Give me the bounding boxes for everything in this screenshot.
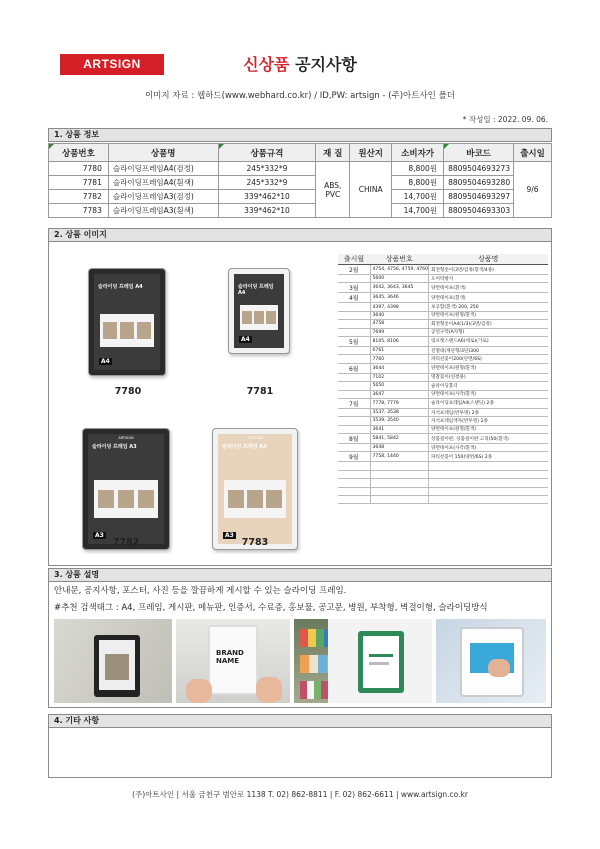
hand-left (186, 679, 212, 703)
cell-code: 3640 (370, 311, 429, 319)
table-row (338, 452, 548, 462)
cell-name: 보공함(흰색) 200, 250 (429, 303, 548, 311)
cell-product-name: 슬라이딩프레임A3(흰색) (108, 204, 218, 218)
poster-photo (99, 640, 135, 690)
cell-code: 7758, 1440 (370, 452, 429, 462)
cell-month: 4월 (338, 293, 370, 303)
cell-month (338, 496, 370, 504)
section-other-header: 4. 기타 사항 (48, 714, 552, 728)
cell-product-no: 7781 (49, 176, 109, 190)
cell-price: 14,700원 (392, 190, 444, 204)
sample-photo (242, 311, 252, 324)
corner-mark-icon (219, 144, 224, 149)
cell-barcode: 8809504693303 (444, 204, 514, 218)
table-row (338, 363, 548, 373)
product-number-label: 7781 (246, 386, 274, 397)
corner-mark-icon (49, 144, 54, 149)
table-row (338, 275, 548, 283)
poster-brand: ARTSIGN (118, 436, 134, 440)
table-row (338, 311, 548, 319)
cell-name (429, 479, 548, 487)
cell-month (338, 479, 370, 487)
table-row (338, 283, 548, 293)
other-notes-box (48, 728, 552, 778)
cell-code (370, 462, 429, 470)
table-row (49, 190, 552, 204)
title-rest: 공지사항 (295, 55, 357, 74)
sample-photo (103, 322, 117, 338)
poster-title: 슬라이딩 프레임 A3 (222, 444, 267, 450)
cell-code: 3537, 3538 (370, 408, 429, 416)
col-header: 상품명 (108, 144, 218, 162)
cell-code: 3642, 3643, 3645 (370, 283, 429, 293)
cell-code: 7778, 7779 (370, 398, 429, 408)
poster-photo (363, 636, 399, 688)
cell-code (370, 479, 429, 487)
search-tags: #추천 검색태그 : A4, 프레임, 게시판, 메뉴판, 인증서, 수료증, 홍보물, 공고문, 병원, 부착형, 벽걸이형, 슬라이딩방식 (54, 603, 488, 613)
cell-size: 339*462*10 (218, 190, 316, 204)
col-header: 상품번호 (370, 254, 429, 265)
cell-month (338, 425, 370, 433)
poster (234, 274, 284, 348)
col-header: 상품명 (429, 254, 548, 265)
cell-name (429, 496, 548, 504)
cell-name: 링포켓스탠드A6(세로)(가로) (429, 336, 548, 346)
cell-size: 245*332*9 (218, 162, 316, 176)
cell-size: 245*332*9 (218, 176, 316, 190)
title-highlight: 신상품 (243, 55, 290, 74)
size-badge: A3 (225, 532, 234, 539)
table-row (338, 265, 548, 275)
cell-code: 8105, 8106 (370, 336, 429, 346)
col-header: 바코드 (444, 144, 514, 162)
cell-product-name: 슬라이딩프레임A3(검정) (108, 190, 218, 204)
table-row (338, 373, 548, 381)
section-product-image-header: 2. 상품 이미지 (48, 228, 552, 242)
usage-photo-wall (54, 619, 172, 703)
cell-origin: CHINA (350, 162, 392, 218)
cell-name: 양면테이프(원형/흰색) (429, 311, 548, 319)
size-badge: A4 (241, 336, 250, 343)
cell-month (338, 275, 370, 283)
sample-photo (118, 490, 135, 509)
cell-name: 자석프레임(반투명) 2종 (429, 408, 548, 416)
cell-name (429, 462, 548, 470)
cell-month: 3월 (338, 283, 370, 293)
cell-name: 도어막방지 (429, 275, 548, 283)
table-row (338, 425, 548, 433)
col-header: 재 질 (316, 144, 350, 162)
cell-code: 3644 (370, 363, 429, 373)
corner-mark-icon (444, 144, 449, 149)
sample-photo (254, 311, 264, 324)
cell-barcode: 8809504693297 (444, 190, 514, 204)
table-row (338, 293, 548, 303)
table-row (338, 346, 548, 354)
cell-size: 339*462*10 (218, 204, 316, 218)
cell-month (338, 444, 370, 452)
poster-line (369, 662, 389, 665)
poster-sample-sheet (240, 305, 278, 330)
cell-month (338, 470, 370, 478)
table-row (338, 479, 548, 487)
frame-photo-glass (460, 627, 524, 697)
cell-month (338, 390, 370, 398)
table-row (338, 496, 548, 504)
sample-photo (138, 490, 155, 509)
cell-name (429, 470, 548, 478)
size-badge: A3 (95, 532, 104, 539)
size-badge: A4 (101, 358, 110, 365)
written-date: * 작성일 : 2022. 09. 06. (462, 115, 548, 124)
cell-product-name: 슬라이딩프레임A4(흰색) (108, 176, 218, 190)
poster-image (105, 654, 129, 680)
table-row (338, 390, 548, 398)
cell-month (338, 487, 370, 495)
cell-code: 4397, 4398 (370, 303, 429, 311)
hand-right (256, 677, 282, 703)
sample-photo (98, 490, 115, 509)
cell-month: 9월 (338, 452, 370, 462)
poster-brand: ARTSIGN (247, 436, 263, 440)
cell-product-no: 7783 (49, 204, 109, 218)
description-text: 안내문, 공지사항, 포스터, 사진 등을 깔끔하게 게시할 수 있는 슬라이딩 프레임. (54, 586, 347, 596)
table-row (338, 434, 548, 444)
cell-name: 회전형옷이(3면/검정/흰색/4종) (429, 265, 548, 275)
cell-month (338, 462, 370, 470)
product-info-table (48, 143, 552, 218)
cell-release: 9/6 (514, 162, 552, 218)
brand-name-text: BRAND NAME (216, 649, 244, 665)
cell-month (338, 346, 370, 354)
usage-photo-hand (176, 619, 290, 703)
product-number-label: 7782 (112, 537, 140, 548)
cell-name: 양면테이프(사각/흰색) (429, 444, 548, 452)
cell-barcode: 8809504693280 (444, 176, 514, 190)
product-frame-7780 (88, 268, 166, 376)
usage-photo-green-frame (328, 619, 432, 703)
table-row (338, 336, 548, 346)
sample-photo (266, 311, 276, 324)
table-row (338, 320, 548, 328)
cell-name: 파티션꽂이 150(양면/6S) 2종 (429, 452, 548, 462)
cell-code: 4758 (370, 320, 429, 328)
col-header: 출시월 (338, 254, 370, 265)
cell-name: 파티션꽂이200(단면/6S) (429, 355, 548, 363)
sample-photo (247, 490, 263, 509)
cell-name: 양면테이프(원형/흰색) (429, 425, 548, 433)
cell-code: 4754, 4756, 4759, 4760 (370, 265, 429, 275)
cell-month (338, 311, 370, 319)
frame-photo-black (94, 635, 140, 697)
cell-price: 14,700원 (392, 204, 444, 218)
cell-month: 8월 (338, 434, 370, 444)
cell-month (338, 373, 370, 381)
cell-name: 양면테이프(원형/흰색) (429, 363, 548, 373)
usage-photo-window (436, 619, 546, 703)
poster-sample-sheet (94, 480, 158, 517)
page-title (0, 52, 600, 75)
cell-price: 8,800원 (392, 162, 444, 176)
table-row (338, 462, 548, 470)
table-row (338, 444, 548, 452)
col-header: 원산지 (350, 144, 392, 162)
cell-code: 7760 (370, 355, 429, 363)
section-product-info-header: 1. 상품 정보 (48, 128, 552, 142)
cell-month: 7월 (338, 398, 370, 408)
source-info: 이미지 자료 : 웹하드(www.webhard.co.kr) / ID,PW: artsign - (주)아트사인 폴더 (144, 91, 456, 101)
col-header: 출시일 (514, 144, 552, 162)
table-row (338, 303, 548, 311)
poster-title: 슬라이딩 프레임 A3 (92, 444, 137, 450)
cell-code: 3648 (370, 444, 429, 452)
hand (488, 659, 510, 677)
cell-code: 5841, 5842 (370, 434, 429, 444)
sample-photo (120, 322, 134, 338)
cell-name: 양면테이프(사각/흰색) (429, 390, 548, 398)
cell-name: 명찰꽂이(연결용) (429, 373, 548, 381)
cell-code (370, 496, 429, 504)
sample-photo (266, 490, 282, 509)
cell-name: 공연구역(A자형) (429, 328, 548, 336)
product-frame-7782 (82, 428, 170, 550)
col-header: 상품번호 (49, 144, 109, 162)
cell-code: 5650 (370, 382, 429, 390)
table-row (338, 382, 548, 390)
product-frame-7783 (212, 428, 298, 550)
product-info-header-row (49, 144, 552, 162)
col-header: 소비자가 (392, 144, 444, 162)
cell-product-no: 7782 (49, 190, 109, 204)
cell-name: 슬라이딩프레임A4(스탠딩) 2종 (429, 398, 548, 408)
table-row (338, 417, 548, 425)
table-row (338, 328, 548, 336)
table-row (338, 470, 548, 478)
section-description-header: 3. 상품 설명 (48, 568, 552, 582)
poster (94, 274, 160, 370)
cell-barcode: 8809504693273 (444, 162, 514, 176)
poster-sample-sheet (100, 314, 154, 347)
table-row (338, 355, 548, 363)
cell-code (370, 470, 429, 478)
table-row (49, 162, 552, 176)
release-schedule-table (338, 254, 548, 504)
cell-month: 2월 (338, 265, 370, 275)
cell-month (338, 355, 370, 363)
artsign-logo: ARTSIGN (60, 54, 164, 75)
cell-month (338, 303, 370, 311)
cell-month (338, 417, 370, 425)
cell-month: 5월 (338, 336, 370, 346)
cell-material: ABS, PVC (316, 162, 350, 218)
cell-name (429, 487, 548, 495)
cell-code: 3645, 3646 (370, 293, 429, 303)
sample-photo (228, 490, 244, 509)
poster-title: 슬라이딩 프레임 A4 (238, 284, 274, 296)
cell-product-name: 슬라이딩프레임A4(검정) (108, 162, 218, 176)
table-row (338, 487, 548, 495)
table-row (49, 176, 552, 190)
cell-month: 6월 (338, 363, 370, 373)
cell-code: 3647 (370, 390, 429, 398)
poster-sample-sheet (224, 480, 286, 517)
cell-code: 0761 (370, 346, 429, 354)
frame-photo-green (358, 631, 404, 693)
table-row (49, 204, 552, 218)
cell-month (338, 408, 370, 416)
cell-code: 7102 (370, 373, 429, 381)
frame-photo-white (208, 625, 258, 695)
cell-month (338, 320, 370, 328)
cell-code: 7699 (370, 328, 429, 336)
cell-name: 슬라이딩홀더 (429, 382, 548, 390)
cell-name: 회전형옷이A4(1/3)(3면/검정) (429, 320, 548, 328)
table-row (338, 408, 548, 416)
cell-name: 양면테이프(흰색) (429, 293, 548, 303)
cell-code: 3641 (370, 425, 429, 433)
cell-month (338, 382, 370, 390)
poster-line (369, 654, 393, 657)
table-row (338, 398, 548, 408)
cell-name: 자석프레임액자(반투명) 2종 (429, 417, 548, 425)
cell-name: 진열대(계단형/3단)300 (429, 346, 548, 354)
sample-photo (137, 322, 151, 338)
cell-month (338, 328, 370, 336)
cell-name: 양면테이프(흰색) (429, 283, 548, 293)
col-header: 상품규격 (218, 144, 316, 162)
schedule-header-row (338, 254, 548, 265)
cell-name: 상품걸이판, 상품걸이판 고리(50(흰색) (429, 434, 548, 444)
poster (218, 434, 292, 544)
product-number-label: 7780 (114, 386, 142, 397)
poster-title: 슬라이딩 프레임 A4 (98, 284, 143, 290)
cell-price: 8,800원 (392, 176, 444, 190)
product-number-label: 7783 (241, 537, 269, 548)
cell-code: 5600 (370, 275, 429, 283)
cell-code: 3539, 3540 (370, 417, 429, 425)
product-frame-7781 (228, 268, 290, 354)
poster (88, 434, 164, 544)
footer-contact: (주)아트사인 | 서울 금천구 범안로 1138 T. 02) 862-8811 | F. 02) 862-6611 | www.artsign.co.kr (132, 790, 468, 799)
cell-product-no: 7780 (49, 162, 109, 176)
cell-code (370, 487, 429, 495)
